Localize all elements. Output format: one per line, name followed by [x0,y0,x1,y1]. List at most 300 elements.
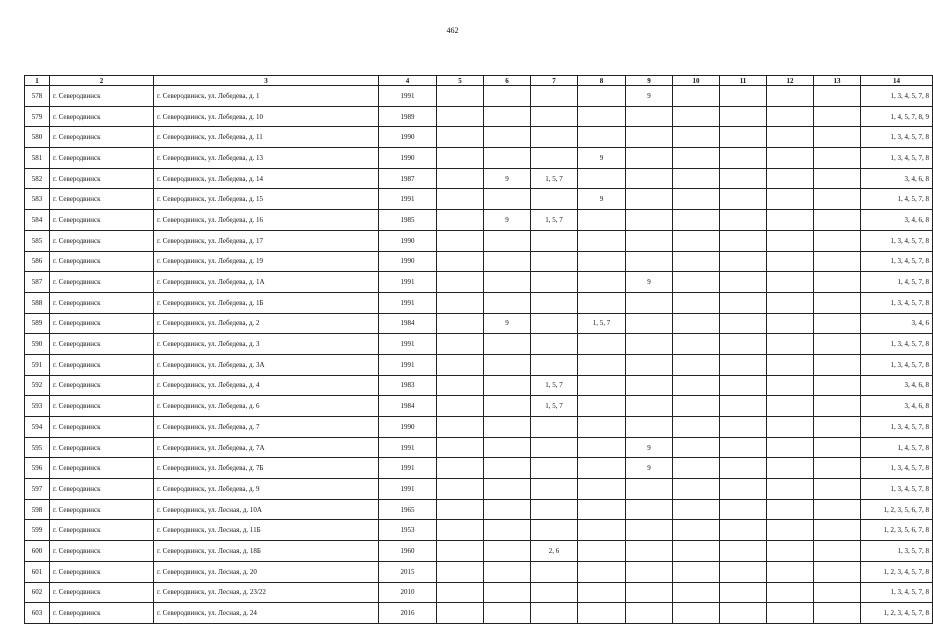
table-cell-col-14: 1, 2, 3, 5, 6, 7, 8 [861,499,933,520]
column-header-4: 4 [379,76,437,86]
table-cell-col-14: 1, 3, 4, 5, 7, 8 [861,479,933,500]
table-cell-col-12 [767,458,814,479]
table-cell-col-3: г. Северодвинск, ул. Лебедева, д. 19 [154,251,379,272]
table-cell-col-11 [720,106,767,127]
table-cell-col-11 [720,210,767,231]
table-cell-col-10 [673,210,720,231]
table-cell-col-10 [673,499,720,520]
table-cell-col-14: 1, 3, 4, 5, 7, 8 [861,334,933,355]
table-cell-col-9: 9 [626,272,673,293]
table-cell-col-6 [484,127,531,148]
table-cell-col-10 [673,86,720,107]
table-cell-col-1: 589 [25,313,50,334]
table-cell-col-13 [814,458,861,479]
table-cell-col-12 [767,479,814,500]
table-cell-col-2: г. Северодвинск [50,210,154,231]
table-cell-col-12 [767,189,814,210]
table-cell-col-7: 1, 5, 7 [531,210,578,231]
table-cell-col-4: 1991 [379,272,437,293]
table-cell-col-11 [720,313,767,334]
table-cell-col-8 [578,334,626,355]
table-cell-col-5 [437,561,484,582]
table-cell-col-8 [578,210,626,231]
table-cell-col-6 [484,479,531,500]
table-row [25,561,933,582]
table-cell-col-14: 1, 3, 4, 5, 7, 8 [861,148,933,169]
table-cell-col-3: г. Северодвинск, ул. Лебедева, д. 7 [154,417,379,438]
table-cell-col-13 [814,313,861,334]
table-cell-col-1: 602 [25,582,50,603]
header-row [25,76,933,86]
table-cell-col-8 [578,499,626,520]
table-row [25,189,933,210]
table-cell-col-7: 1, 5, 7 [531,396,578,417]
table-cell-col-2: г. Северодвинск [50,334,154,355]
table-cell-col-11 [720,520,767,541]
table-row [25,148,933,169]
table-body [25,86,933,624]
table-cell-col-6 [484,106,531,127]
table-cell-col-9 [626,251,673,272]
table-cell-col-4: 1991 [379,479,437,500]
table-cell-col-4: 1985 [379,210,437,231]
table-cell-col-13 [814,582,861,603]
column-header-12: 12 [767,76,814,86]
table-cell-col-13 [814,334,861,355]
table-cell-col-8 [578,541,626,562]
table-cell-col-11 [720,189,767,210]
table-cell-col-14: 3, 4, 6, 8 [861,396,933,417]
table-cell-col-4: 1953 [379,520,437,541]
column-header-5: 5 [437,76,484,86]
table-row [25,230,933,251]
table-cell-col-5 [437,479,484,500]
table-cell-col-4: 1990 [379,148,437,169]
table-cell-col-1: 598 [25,499,50,520]
table-cell-col-2: г. Северодвинск [50,520,154,541]
table-cell-col-9 [626,479,673,500]
column-header-2: 2 [50,76,154,86]
table-cell-col-13 [814,168,861,189]
table-cell-col-13 [814,561,861,582]
table-cell-col-14: 1, 3, 4, 5, 7, 8 [861,230,933,251]
table-cell-col-9: 9 [626,437,673,458]
table-row [25,292,933,313]
table-cell-col-7 [531,458,578,479]
table-cell-col-4: 1991 [379,292,437,313]
table-cell-col-7 [531,127,578,148]
table-cell-col-2: г. Северодвинск [50,230,154,251]
table-cell-col-3: г. Северодвинск, ул. Лесная, д. 23/22 [154,582,379,603]
table-cell-col-4: 1983 [379,375,437,396]
table-cell-col-12 [767,168,814,189]
table-cell-col-12 [767,582,814,603]
table-cell-col-12 [767,354,814,375]
table-cell-col-8 [578,127,626,148]
table-cell-col-9 [626,561,673,582]
table-cell-col-8 [578,375,626,396]
table-cell-col-5 [437,251,484,272]
table-cell-col-14: 1, 3, 4, 5, 7, 8 [861,354,933,375]
table-cell-col-6 [484,148,531,169]
table-cell-col-12 [767,251,814,272]
table-cell-col-10 [673,375,720,396]
table-cell-col-1: 597 [25,479,50,500]
table-cell-col-11 [720,251,767,272]
table-cell-col-14: 1, 2, 3, 5, 6, 7, 8 [861,520,933,541]
table-cell-col-10 [673,541,720,562]
table-cell-col-12 [767,313,814,334]
table-cell-col-11 [720,417,767,438]
table-cell-col-13 [814,272,861,293]
table-cell-col-1: 590 [25,334,50,355]
table-cell-col-14: 1, 3, 4, 5, 7, 8 [861,127,933,148]
table-cell-col-14: 1, 3, 4, 5, 7, 8 [861,458,933,479]
table-cell-col-4: 1989 [379,106,437,127]
table-cell-col-1: 603 [25,603,50,624]
table-cell-col-7 [531,479,578,500]
table-row [25,479,933,500]
table-cell-col-4: 1990 [379,251,437,272]
table-cell-col-9: 9 [626,458,673,479]
table-cell-col-13 [814,437,861,458]
table-cell-col-10 [673,168,720,189]
table-cell-col-13 [814,189,861,210]
table-cell-col-10 [673,292,720,313]
table-cell-col-9 [626,541,673,562]
table-cell-col-1: 586 [25,251,50,272]
table-cell-col-6 [484,86,531,107]
table-cell-col-6 [484,499,531,520]
table-cell-col-13 [814,499,861,520]
table-cell-col-7 [531,230,578,251]
table-cell-col-7 [531,520,578,541]
table-cell-col-8 [578,86,626,107]
table-cell-col-13 [814,292,861,313]
column-header-9: 9 [626,76,673,86]
table-cell-col-6 [484,251,531,272]
table-cell-col-13 [814,520,861,541]
table-cell-col-9 [626,375,673,396]
table-cell-col-3: г. Северодвинск, ул. Лесная, д. 24 [154,603,379,624]
table-cell-col-12 [767,561,814,582]
table-row [25,313,933,334]
table-cell-col-2: г. Северодвинск [50,148,154,169]
table-row [25,417,933,438]
table-cell-col-3: г. Северодвинск, ул. Лебедева, д. 9 [154,479,379,500]
table-cell-col-5 [437,541,484,562]
table-cell-col-11 [720,334,767,355]
table-cell-col-2: г. Северодвинск [50,561,154,582]
table-cell-col-14: 3, 4, 6, 8 [861,375,933,396]
table-cell-col-12 [767,375,814,396]
table-cell-col-4: 1991 [379,354,437,375]
table-cell-col-3: г. Северодвинск, ул. Лебедева, д. 3 [154,334,379,355]
table-cell-col-5 [437,354,484,375]
table-cell-col-11 [720,582,767,603]
table-cell-col-13 [814,127,861,148]
table-cell-col-8 [578,561,626,582]
table-cell-col-2: г. Северодвинск [50,106,154,127]
table-cell-col-4: 2010 [379,582,437,603]
table-cell-col-2: г. Северодвинск [50,127,154,148]
table-row [25,210,933,231]
table-row [25,437,933,458]
table-cell-col-2: г. Северодвинск [50,272,154,293]
table-cell-col-13 [814,375,861,396]
table-cell-col-8 [578,479,626,500]
table-cell-col-10 [673,272,720,293]
table-cell-col-8: 1, 5, 7 [578,313,626,334]
table-cell-col-14: 1, 2, 3, 4, 5, 7, 8 [861,561,933,582]
table-cell-col-8 [578,520,626,541]
table-cell-col-3: г. Северодвинск, ул. Лебедева, д. 6 [154,396,379,417]
table-row [25,499,933,520]
table-cell-col-1: 583 [25,189,50,210]
table-cell-col-6 [484,520,531,541]
table-cell-col-13 [814,86,861,107]
table-cell-col-4: 1984 [379,313,437,334]
table-cell-col-10 [673,251,720,272]
table-cell-col-10 [673,437,720,458]
table-cell-col-9 [626,354,673,375]
table-cell-col-3: г. Северодвинск, ул. Лебедева, д. 14 [154,168,379,189]
table-cell-col-11 [720,603,767,624]
table-cell-col-3: г. Северодвинск, ул. Лебедева, д. 15 [154,189,379,210]
table-row [25,168,933,189]
table-cell-col-1: 585 [25,230,50,251]
table-cell-col-4: 1991 [379,437,437,458]
table-cell-col-5 [437,230,484,251]
table-cell-col-14: 3, 4, 6 [861,313,933,334]
table-cell-col-9 [626,168,673,189]
table-cell-col-3: г. Северодвинск, ул. Лебедева, д. 10 [154,106,379,127]
table-cell-col-3: г. Северодвинск, ул. Лебедева, д. 1А [154,272,379,293]
table-cell-col-8: 9 [578,148,626,169]
table-cell-col-1: 591 [25,354,50,375]
table-cell-col-7 [531,437,578,458]
table-cell-col-1: 595 [25,437,50,458]
table-row [25,86,933,107]
table-cell-col-8 [578,106,626,127]
table-cell-col-11 [720,127,767,148]
table-cell-col-12 [767,603,814,624]
table-cell-col-7 [531,106,578,127]
table-cell-col-14: 1, 4, 5, 7, 8 [861,272,933,293]
table-cell-col-9 [626,313,673,334]
table-cell-col-2: г. Северодвинск [50,251,154,272]
table-cell-col-9 [626,499,673,520]
table-cell-col-2: г. Северодвинск [50,375,154,396]
table-cell-col-7 [531,499,578,520]
table-cell-col-7 [531,251,578,272]
column-header-3: 3 [154,76,379,86]
table-cell-col-6 [484,189,531,210]
column-header-11: 11 [720,76,767,86]
table-cell-col-5 [437,437,484,458]
table-cell-col-13 [814,541,861,562]
table-cell-col-9 [626,582,673,603]
table-cell-col-2: г. Северодвинск [50,86,154,107]
table-cell-col-5 [437,582,484,603]
table-cell-col-12 [767,127,814,148]
table-cell-col-5 [437,334,484,355]
table-cell-col-7 [531,354,578,375]
table-cell-col-3: г. Северодвинск, ул. Лебедева, д. 16 [154,210,379,231]
table-cell-col-4: 1990 [379,417,437,438]
table-cell-col-8 [578,437,626,458]
table-cell-col-6 [484,396,531,417]
table-cell-col-14: 1, 3, 4, 5, 7, 8 [861,417,933,438]
table-cell-col-11 [720,86,767,107]
table-cell-col-7 [531,561,578,582]
table-cell-col-8 [578,458,626,479]
table-cell-col-12 [767,520,814,541]
table-cell-col-5 [437,210,484,231]
table-cell-col-12 [767,272,814,293]
table-cell-col-12 [767,148,814,169]
table-cell-col-4: 1984 [379,396,437,417]
table-cell-col-4: 2016 [379,603,437,624]
table-cell-col-14: 1, 3, 4, 5, 7, 8 [861,292,933,313]
table-cell-col-5 [437,313,484,334]
table-cell-col-13 [814,148,861,169]
table-row [25,582,933,603]
table-cell-col-12 [767,334,814,355]
table-cell-col-2: г. Северодвинск [50,417,154,438]
table-cell-col-7 [531,334,578,355]
table-row [25,334,933,355]
table-cell-col-14: 1, 4, 5, 7, 8 [861,189,933,210]
table-cell-col-14: 3, 4, 6, 8 [861,168,933,189]
table-cell-col-11 [720,230,767,251]
table-cell-col-6 [484,582,531,603]
table-cell-col-8 [578,582,626,603]
table-cell-col-11 [720,437,767,458]
table-cell-col-3: г. Северодвинск, ул. Лебедева, д. 1 [154,86,379,107]
table-cell-col-8 [578,354,626,375]
table-cell-col-11 [720,375,767,396]
table-cell-col-4: 1960 [379,541,437,562]
table-cell-col-6 [484,541,531,562]
table-cell-col-7: 1, 5, 7 [531,168,578,189]
table-cell-col-5 [437,148,484,169]
table-cell-col-7 [531,417,578,438]
table-cell-col-12 [767,541,814,562]
table-cell-col-5 [437,86,484,107]
table-cell-col-7 [531,603,578,624]
table-row [25,375,933,396]
table-cell-col-4: 1987 [379,168,437,189]
column-header-8: 8 [578,76,626,86]
table-cell-col-9 [626,127,673,148]
register-table [24,75,933,624]
table-cell-col-4: 1990 [379,230,437,251]
table-cell-col-10 [673,458,720,479]
table-cell-col-13 [814,210,861,231]
table-cell-col-1: 587 [25,272,50,293]
table-cell-col-5 [437,520,484,541]
column-header-10: 10 [673,76,720,86]
table-cell-col-11 [720,479,767,500]
table-cell-col-1: 578 [25,86,50,107]
table-cell-col-3: г. Северодвинск, ул. Лебедева, д. 17 [154,230,379,251]
column-header-1: 1 [25,76,50,86]
column-header-13: 13 [814,76,861,86]
table-cell-col-8 [578,292,626,313]
table-cell-col-14: 1, 4, 5, 7, 8, 9 [861,106,933,127]
table-cell-col-5 [437,189,484,210]
table-cell-col-10 [673,354,720,375]
column-header-7: 7 [531,76,578,86]
table-cell-col-2: г. Северодвинск [50,479,154,500]
table-row [25,603,933,624]
table-cell-col-9 [626,189,673,210]
table-cell-col-13 [814,417,861,438]
table-cell-col-6 [484,230,531,251]
table-cell-col-10 [673,396,720,417]
table-cell-col-8 [578,230,626,251]
table-cell-col-1: 593 [25,396,50,417]
table-cell-col-12 [767,106,814,127]
table-cell-col-13 [814,603,861,624]
table-cell-col-2: г. Северодвинск [50,354,154,375]
table-cell-col-7 [531,292,578,313]
table-cell-col-10 [673,230,720,251]
table-cell-col-1: 581 [25,148,50,169]
table-row [25,396,933,417]
table-cell-col-2: г. Северодвинск [50,458,154,479]
table-cell-col-10 [673,479,720,500]
table-cell-col-2: г. Северодвинск [50,437,154,458]
table-cell-col-9 [626,334,673,355]
table-cell-col-12 [767,86,814,107]
table-cell-col-14: 1, 2, 3, 4, 5, 7, 8 [861,603,933,624]
table-cell-col-13 [814,230,861,251]
table-cell-col-3: г. Северодвинск, ул. Лебедева, д. 7Б [154,458,379,479]
table-cell-col-10 [673,189,720,210]
table-cell-col-14: 1, 3, 4, 5, 7, 8 [861,582,933,603]
table-cell-col-7: 1, 5, 7 [531,375,578,396]
table-cell-col-7 [531,148,578,169]
table-cell-col-11 [720,499,767,520]
table-cell-col-2: г. Северодвинск [50,189,154,210]
table-cell-col-5 [437,417,484,438]
table-cell-col-13 [814,396,861,417]
table-cell-col-9 [626,106,673,127]
table-cell-col-5 [437,292,484,313]
table-cell-col-1: 588 [25,292,50,313]
table-cell-col-2: г. Северодвинск [50,396,154,417]
table-cell-col-8: 9 [578,189,626,210]
table-cell-col-1: 600 [25,541,50,562]
table-cell-col-1: 592 [25,375,50,396]
table-cell-col-7 [531,86,578,107]
table-cell-col-2: г. Северодвинск [50,603,154,624]
table-cell-col-8 [578,272,626,293]
table-cell-col-9: 9 [626,86,673,107]
table-cell-col-11 [720,458,767,479]
table-cell-col-4: 1991 [379,189,437,210]
table-cell-col-1: 594 [25,417,50,438]
table-cell-col-14: 1, 4, 5, 7, 8 [861,437,933,458]
table-cell-col-13 [814,106,861,127]
table-cell-col-5 [437,499,484,520]
table-cell-col-5 [437,458,484,479]
table-row [25,272,933,293]
table-cell-col-11 [720,292,767,313]
table-row [25,458,933,479]
